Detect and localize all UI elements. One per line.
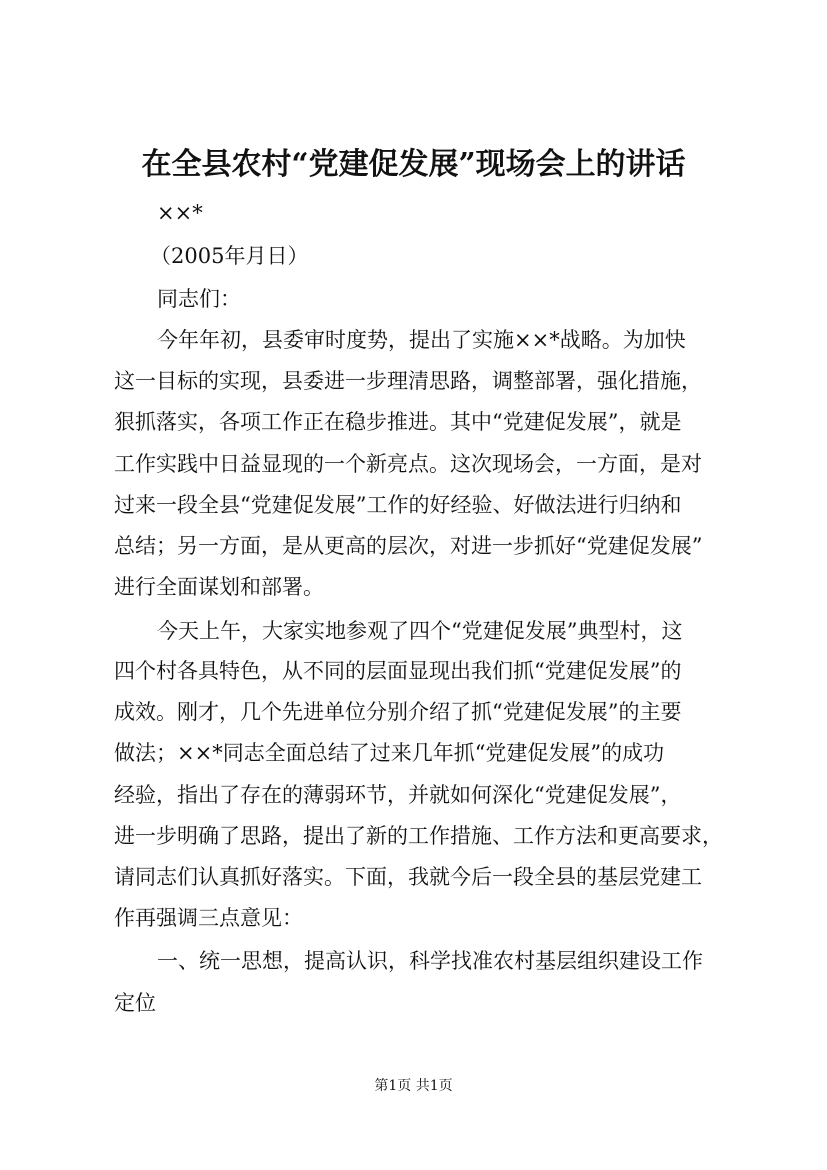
paragraph-line: 今年年初，县委审时度势，提出了实施××*战略。为加快	[157, 328, 686, 352]
paragraph-line: 进行全面谋划和部署。	[114, 575, 324, 599]
paragraph-line: 经验，指出了存在的薄弱环节，并就如何深化“党建促发展”，	[114, 783, 682, 807]
paragraph-line: 这一目标的实现，县委进一步理清思路，调整部署，强化措施，	[114, 369, 702, 393]
date-line: （2005年月日）	[150, 244, 309, 268]
paragraph-line: 请同志们认真抓好落实。下面，我就今后一段全县的基层党建工	[114, 865, 702, 889]
paragraph-line: 作再强调三点意见：	[114, 906, 303, 930]
paragraph-line: 过来一段全县“党建促发展”工作的好经验、好做法进行归纳和	[114, 493, 682, 517]
paragraph-line: 成效。刚才，几个先进单位分别介绍了抓“党建促发展”的主要	[114, 700, 682, 724]
salutation: 同志们：	[157, 287, 241, 311]
paragraph-line: 四个村各具特色，从不同的层面显现出我们抓“党建促发展”的	[114, 659, 682, 683]
paragraph-line: 进一步明确了思路，提出了新的工作措施、工作方法和更高要求，	[114, 824, 723, 848]
paragraph-line: 工作实践中日益显现的一个新亮点。这次现场会，一方面，是对	[114, 452, 702, 476]
section-heading-line: 定位	[114, 991, 156, 1015]
page-footer: 第1页 共1页	[374, 1078, 453, 1094]
paragraph-line: 总结；另一方面，是从更高的层次，对进一步抓好“党建促发展”	[114, 534, 703, 558]
document-title: 在全县农村“党建促发展”现场会上的讲话	[141, 147, 686, 182]
paragraph-line: 狠抓落实，各项工作正在稳步推进。其中“党建促发展”，就是	[114, 410, 682, 434]
paragraph-line: 今天上午，大家实地参观了四个“党建促发展”典型村，这	[157, 619, 683, 643]
section-heading-line: 一、统一思想，提高认识，科学找准农村基层组织建设工作	[157, 949, 703, 973]
author-line: ××*	[157, 201, 203, 225]
paragraph-line: 做法；××*同志全面总结了过来几年抓“党建促发展”的成功	[114, 741, 665, 765]
